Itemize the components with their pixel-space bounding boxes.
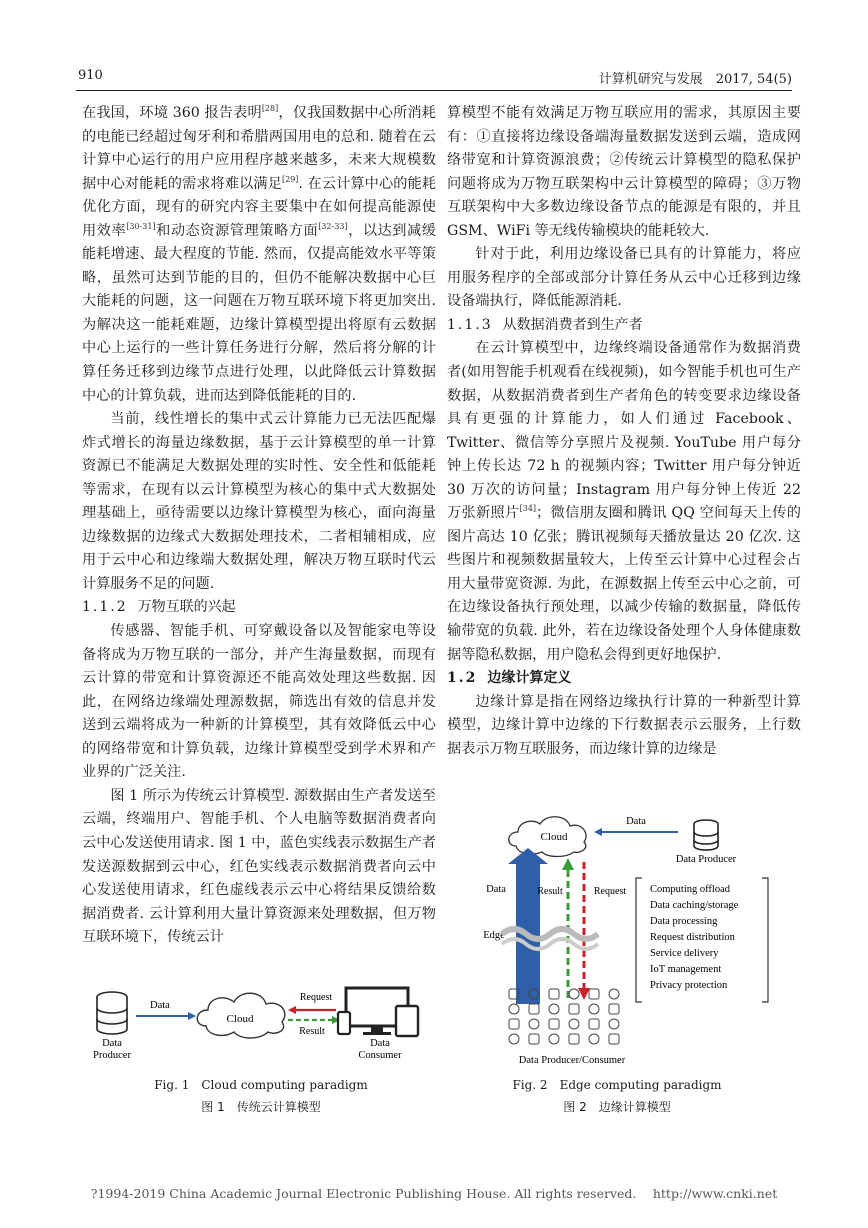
running-header (76, 68, 792, 91)
device-icon (549, 1004, 559, 1014)
phone-icon (338, 1012, 350, 1034)
service-item: Data processing (650, 916, 718, 927)
figure-2-caption-zh: 图 2 边缘计算模型 (563, 1100, 671, 1114)
edge-label: Edge (483, 930, 505, 941)
data-label-top: Data (626, 816, 646, 827)
device-icon (509, 1019, 519, 1029)
device-icon (589, 1034, 599, 1044)
cloud-label: Cloud (540, 831, 568, 843)
result-label: Result (299, 1026, 325, 1037)
producer-consumer-label: Data Producer/Consumer (518, 1055, 626, 1066)
request-label: Request (299, 992, 333, 1003)
service-item: Data caching/storage (650, 900, 739, 911)
journal-name: 计算机研究与发展 2017, 54(5) (598, 72, 792, 87)
paragraph: 当前，线性增长的集中式云计算能力已无法匹配爆炸式增长的海量边缘数据，基于云计算模型的单一计算资源已不能满足大数据处理的实时性、安全性和低能耗等需求，在现有以云计算模型为核心的集中式大数据处理基础上，亟待需要以边缘计算模型为核心，面向海量边缘数据的边缘式大数据处理技术，二者相辅相成，应用于云中心和边缘端大数据处理，解决万物互联时代云计算服务不足的问题. (82, 411, 436, 592)
producer-label-1: Data (102, 1038, 122, 1049)
paragraph: 算模型不能有效满足万物互联应用的需求，其原因主要有：①直接将边缘设备端海量数据发送到云端，造成网络带宽和计算资源浪费；②传统云计算模型的隐私保护问题将成为万物互联架构中云计算模型的障碍；③万物互联架构中大多数边缘设备节点的能源是有限的，并且 GSM、WiFi 等无线传输模块的能耗较大. (447, 105, 801, 239)
paragraph: 针对于此，利用边缘设备已具有的计算能力，将应用服务程序的全部或部分计算任务从云中心迁移到边缘设备端执行，降低能源消耗. (447, 246, 801, 310)
citation: [30-31] (126, 221, 156, 231)
request-label: Request (593, 886, 627, 897)
device-icon (569, 1034, 579, 1044)
device-icon (609, 989, 619, 999)
device-icon (509, 1034, 519, 1044)
citation: [34] (519, 504, 537, 514)
producer-label-2: Producer (93, 1050, 131, 1061)
device-icon (549, 989, 559, 999)
right-column (447, 102, 801, 761)
figure-2 (478, 812, 778, 1068)
section-heading: 1.1.3 从数据消费者到生产者 (447, 316, 643, 333)
producer-label: Data Producer (675, 854, 737, 865)
figure-1-caption-en: Fig. 1 Cloud computing paradigm (154, 1078, 368, 1092)
device-icon (549, 1019, 559, 1029)
paragraph: 传感器、智能手机、可穿戴设备以及智能家电等设备将成为万物互联的一部分，并产生海量数据，而现有云计算的带宽和计算资源还不能高效处理这些数据. 因此，在网络边缘端处理源数据，筛选出有效的信息并发送到云端将成为一种新的计算模型，其有效降低云中心的网络带宽和计算负载，边缘计算模型受到学术界和产业界的广泛关注. (82, 623, 436, 781)
device-icon (569, 1019, 579, 1029)
device-icon (589, 1004, 599, 1014)
device-icon (509, 1004, 519, 1014)
service-item: Request distribution (650, 932, 735, 943)
service-item: Computing offload (650, 884, 731, 895)
paragraph: 边缘计算是指在网络边缘执行计算的一种新型计算模型，边缘计算中边缘的下行数据表示云服务，上行数据表示万物互联服务，而边缘计算的边缘是 (447, 693, 801, 757)
device-icon (589, 989, 599, 999)
page-number: 910 (78, 68, 103, 83)
result-label: Result (537, 886, 563, 897)
device-icon (569, 989, 579, 999)
paragraph: 图 1 所示为传统云计算模型. 源数据由生产者发送至云端，终端用户、智能手机、个人电脑等数据消费者向云中心发送使用请求. 图 1 中，蓝色实线表示数据生产者发送源数据到云中心，红色实线表示数据消费者向云中心发送使用请求，红色虚线表示云中心将结果反馈给数据消费者. 云计算利用大量计算资源来处理数据，但万物互联环境下，传统云计 (82, 787, 436, 946)
cloud-label: Cloud (226, 1013, 254, 1025)
service-item: Privacy protection (650, 980, 728, 991)
citation: [28] (261, 104, 279, 113)
database-icon (97, 992, 127, 1034)
service-item: Service delivery (650, 948, 719, 959)
tablet-icon (396, 1006, 418, 1036)
device-icon (569, 1004, 579, 1014)
paragraph: 在我国，环境 360 报告表明[28]，仅我国数据中心所消耗的电能已经超过匈牙利和希腊两国用电的总和. 随着在云计算中心运行的用户应用程序越来越多，未来大规模数据中心对能耗的需求将难以满足[29]. 在云计算中心的能耗优化方面，现有的研究内容主要集中在如何提高能源使用效率[30-31]和动态资源管理策略方面[32-33]，以达到减缓能耗增速、最大程度的节能. 然而，仅提高能效水平等策略，虽然可达到节能的目的，但仍不能解决数据中心巨大能耗的问题，这一问题在万物互联环境下将更加突出. 为解决这一能耗难题，边缘计算模型提出将原有云数据中心上运行的一些计算任务进行分解，然后将分解的计算任务迁移到边缘节点进行处理，以此降低云计算数据中心的计算负载，进而达到降低能耗的目的. (82, 104, 436, 404)
service-item: IoT management (650, 964, 722, 975)
figure-1 (84, 982, 434, 1064)
bracket-left (636, 878, 642, 1002)
device-icon (549, 1034, 559, 1044)
figure-1-caption-zh: 图 1 传统云计算模型 (201, 1100, 321, 1114)
service-list (650, 884, 739, 991)
device-icon (529, 1004, 539, 1014)
section-heading: 1.1.2 万物互联的兴起 (82, 599, 236, 616)
device-icon (529, 1019, 539, 1029)
section-heading: 1.2 边缘计算定义 (447, 670, 572, 687)
device-icon (589, 1019, 599, 1029)
device-icon (609, 1034, 619, 1044)
citation: [32-33] (318, 221, 348, 231)
citation: [29] (281, 174, 299, 184)
device-icon (609, 1004, 619, 1014)
consumer-label-1: Data (370, 1038, 390, 1049)
database-icon (694, 820, 718, 850)
left-column (82, 102, 436, 950)
consumer-label-2: Consumer (358, 1050, 402, 1061)
data-label: Data (150, 1000, 170, 1011)
figure-2-caption-en: Fig. 2 Edge computing paradigm (512, 1078, 722, 1092)
paragraph: 在云计算模型中，边缘终端设备通常作为数据消费者(如用智能手机观看在线视频)，如今智能手机也可生产数据，从数据消费者到生产者角色的转变要求边缘设备具有更强的计算能力，如人们通过 Facebook、Twitter、微信等分享照片及视频. YouTube 用户每分钟上传长达 72 h 的视频内容；Twitter 用户每分钟近 30 万次的访问量；Instagram 用户每分钟上传近 22 万张新照片[34]；微信朋友圈和腾讯 QQ 空间每天上传的图片高达 10 亿张；腾讯视频每天播放量达 20 亿次. 这些图片和视频数据量较大，上传至云计算中心过程会占用大量带宽资源. 为此，在源数据上传至云中心之前，可在边缘设备执行预处理，以减少传输的数据量，降低传输带宽的负载. 此外，若在边缘设备处理个人身体健康数据等隐私数据，用户隐私会得到更好地保护. (447, 340, 801, 663)
bracket-right (762, 878, 768, 1002)
data-label-left: Data (486, 884, 506, 895)
device-icon (609, 1019, 619, 1029)
copyright-footer: ?1994-2019 China Academic Journal Electronic Publishing House. All rights reserved. http://www.cnki.net (90, 1186, 778, 1201)
device-icon (529, 1034, 539, 1044)
